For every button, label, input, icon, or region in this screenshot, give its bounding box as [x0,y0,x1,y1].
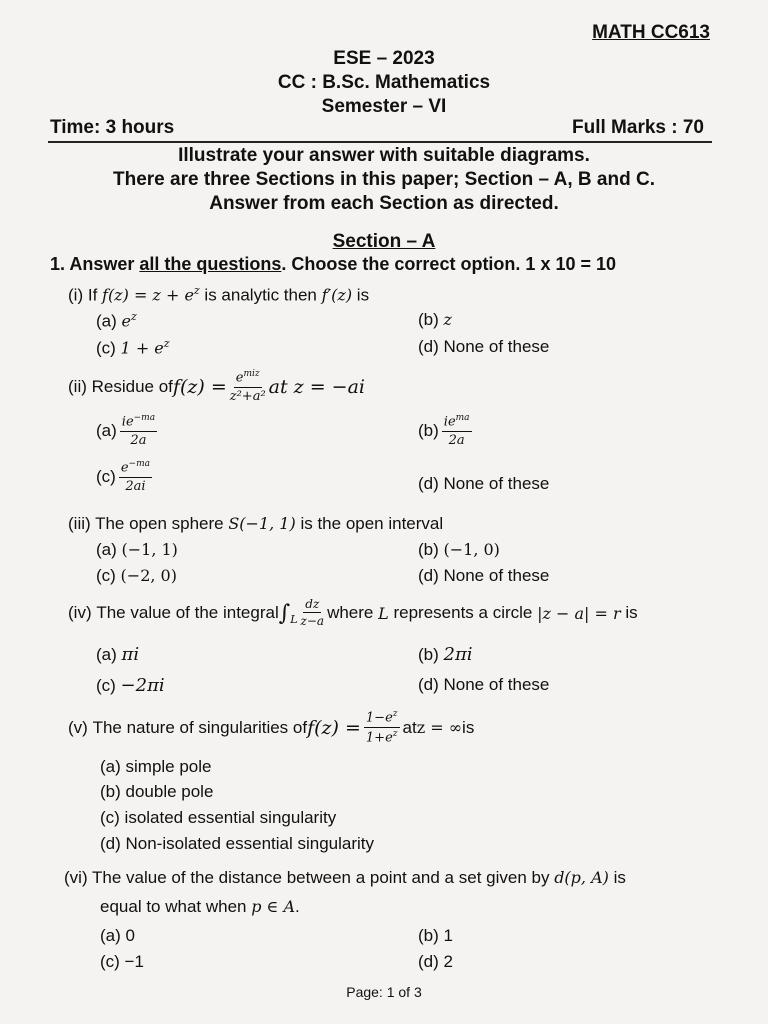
question-item: (iv) The value of the integral ∫ $_L$ $\frac{dz}{z-a}$ where L represents a circle |z − a| = r is [68,597,638,629]
instruction-line: There are three Sections in this paper; Section – A, B and C. [113,169,655,190]
instruction-line: Illustrate your answer with suitable diagrams. [178,145,590,166]
option-a: (a) $e^z$ [96,310,137,331]
question-item: (iii) The open sphere S(−1, 1) is the open interval [68,514,444,533]
question-instruction: 1. Answer all the questions. Choose the correct option. 1 x 10 = 10 [50,254,617,274]
option-b: (b) (−1, 0) [418,540,500,559]
exam-title: ESE – 2023 [333,48,435,69]
question-item: (vi) The value of the distance between a point and a set given by d(p, A) is [64,868,626,887]
paper-code: MATH CC613 [592,22,710,43]
time-label: Time: 3 hours [50,117,175,138]
option-b: (b) 1 [418,926,453,945]
course-title: CC : B.Sc. Mathematics [277,72,491,93]
question-item: (ii) Residue of f(z) = $\frac{e^{miz}}{\text{z²+a²}}$ at z = −ai [68,369,365,404]
option-a: (a) 0 [100,926,135,945]
section-title: Section – A [332,231,436,252]
option-c: (c) −1 [100,952,144,971]
option-a: (a) πi [96,644,140,665]
option-d: (d) None of these [418,675,550,694]
question-item-continued: equal to what when p ∈ A. [100,897,300,916]
option-b: (b) $\frac{ie^{ma}}{2a}$ [418,413,470,448]
option-d: (d) None of these [418,337,550,356]
option-c: (c) isolated essential singularity [100,808,337,827]
option-d: (d) Non-isolated essential singularity [100,834,375,853]
full-marks-label: Full Marks : 70 [572,117,704,138]
option-b: (b) 2πi [418,644,473,665]
option-d: (d) None of these [418,566,550,585]
question-item: (v) The nature of singularities of f(z) = $\frac{1-e^z}{1+e^z}$ at z = ∞ is [68,709,475,745]
option-c: (c) −2πi [96,675,165,696]
option-c: (c) $1 + e^z$ [96,337,170,358]
question-item: (i) If $f(z) = z + e^z$ is analytic then f′(z) is [68,284,370,305]
option-c: (c) $\frac{e^{-ma}}{2ai}$ [96,459,150,494]
option-d: (d) 2 [418,952,453,971]
header-divider [48,141,712,143]
option-b: (b) z [418,310,452,329]
option-d: (d) None of these [418,474,550,493]
option-a: (a) simple pole [100,757,212,776]
semester-title: Semester – VI [321,96,447,117]
option-b: (b) double pole [100,782,214,801]
option-a: (a) (−1, 1) [96,540,178,559]
option-a: (a) $\frac{ie^{-ma}}{2a}$ [96,413,156,448]
page-number: Page: 1 of 3 [346,984,422,1000]
option-c: (c) (−2, 0) [96,566,177,585]
instruction-line: Answer from each Section as directed. [209,193,559,214]
